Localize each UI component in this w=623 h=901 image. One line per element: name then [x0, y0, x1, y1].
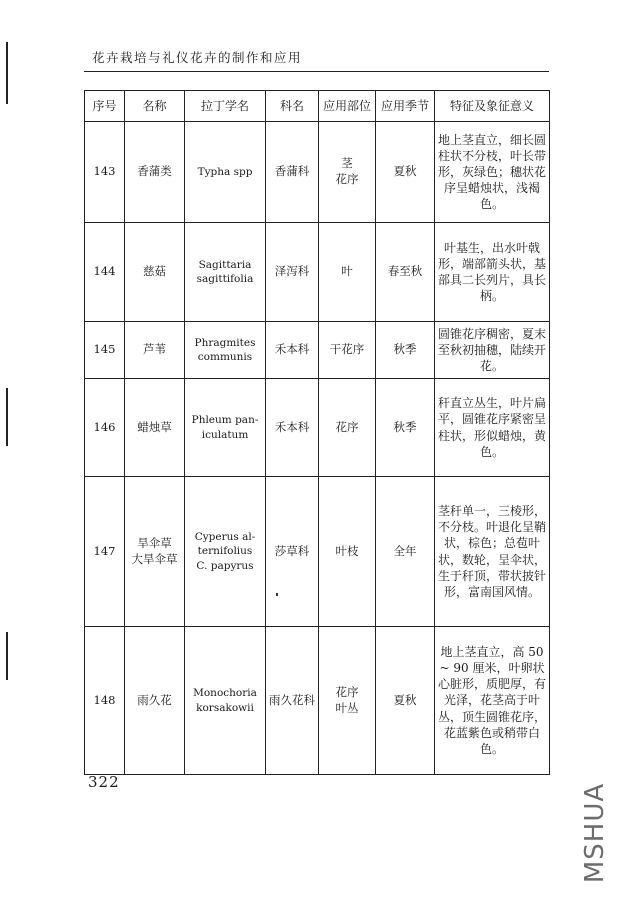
- used-part: 叶枝: [319, 477, 376, 627]
- plant-name: 蜡烛草: [125, 379, 185, 477]
- latin-name: Sagittaria sagittifolia: [185, 223, 266, 322]
- table-row: [85, 477, 550, 627]
- use-season: 夏秋: [376, 122, 435, 223]
- running-header-title: 花卉栽培与礼仪花卉的制作和应用: [92, 50, 303, 65]
- latin-name: Phragmites communis: [185, 322, 266, 379]
- latin-name: Phleum pan- iculatum: [185, 379, 266, 477]
- plant-name: 旱伞草 大旱伞草: [125, 477, 185, 627]
- family-name: 香蒲科: [266, 122, 319, 223]
- table-row: [85, 322, 550, 379]
- column-header: 拉丁学名: [185, 91, 266, 122]
- column-header: 应用季节: [376, 91, 435, 122]
- use-season: 全年: [376, 477, 435, 627]
- left-binding-mark-1: [6, 42, 8, 104]
- left-binding-mark-3: [6, 632, 8, 680]
- family-name: 禾本科: [266, 379, 319, 477]
- plant-name: 香蒲类: [125, 122, 185, 223]
- plant-name: 慈菇: [125, 223, 185, 322]
- table-row: [85, 379, 550, 477]
- features-symbolism: 地上茎直立，高 50 ~ 90 厘米，叶卵状心脏形，质肥厚，有光泽，花茎高于叶丛，顶生圆锥花序，花蓝紫色或稍带白色。: [435, 627, 550, 775]
- latin-name: Monochoria korsakowii: [185, 627, 266, 775]
- use-season: 秋季: [376, 379, 435, 477]
- row-number: 145: [85, 322, 125, 379]
- features-symbolism: 圆锥花序稠密，夏末至秋初抽穗，陆续开花。: [435, 322, 550, 379]
- family-name: 禾本科: [266, 322, 319, 379]
- column-header: 特征及象征意义: [435, 91, 550, 122]
- features-symbolism: 茎秆单一，三棱形，不分枝。叶退化呈鞘状，棕色；总苞叶状，数轮，呈伞状，生于秆顶，带状披针形，富南国风情。: [435, 477, 550, 627]
- features-symbolism: 地上茎直立，细长圆柱状不分枝，叶长带形，灰绿色；穗状花序呈蜡烛状，浅褐色。: [435, 122, 550, 223]
- table-row: [85, 122, 550, 223]
- use-season: 夏秋: [376, 627, 435, 775]
- used-part: 茎 花序: [319, 122, 376, 223]
- table-row: [85, 223, 550, 322]
- print-speck: [276, 593, 278, 596]
- used-part: 花序: [319, 379, 376, 477]
- row-number: 146: [85, 379, 125, 477]
- features-symbolism: 秆直立丛生，叶片扁平，圆锥花序紧密呈柱状，形似蜡烛，黄色。: [435, 379, 550, 477]
- row-number: 144: [85, 223, 125, 322]
- page-number: 322: [88, 773, 120, 791]
- used-part: 干花序: [319, 322, 376, 379]
- family-name: 雨久花科: [266, 627, 319, 775]
- use-season: 春至秋: [376, 223, 435, 322]
- latin-name: Typha spp: [185, 122, 266, 223]
- features-symbolism: 叶基生，出水叶戟形，端部箭头状，基部具二长列片，具长柄。: [435, 223, 550, 322]
- column-header: 科名: [266, 91, 319, 122]
- watermark: [578, 778, 612, 888]
- plant-table: [84, 90, 550, 775]
- latin-name: Cyperus al- ternifolius C. papyrus: [185, 477, 266, 627]
- table-header-row: [85, 91, 550, 122]
- row-number: 148: [85, 627, 125, 775]
- column-header: 应用部位: [319, 91, 376, 122]
- watermark-text: MSHUA: [580, 782, 610, 884]
- use-season: 秋季: [376, 322, 435, 379]
- family-name: 莎草科: [266, 477, 319, 627]
- left-binding-mark-2: [6, 388, 8, 446]
- row-number: 143: [85, 122, 125, 223]
- family-name: 泽泻科: [266, 223, 319, 322]
- plant-name: 芦苇: [125, 322, 185, 379]
- used-part: 叶: [319, 223, 376, 322]
- table-row: [85, 627, 550, 775]
- column-header: 序号: [85, 91, 125, 122]
- header-rule: [84, 71, 549, 72]
- column-header: 名称: [125, 91, 185, 122]
- row-number: 147: [85, 477, 125, 627]
- plant-name: 雨久花: [125, 627, 185, 775]
- used-part: 花序 叶丛: [319, 627, 376, 775]
